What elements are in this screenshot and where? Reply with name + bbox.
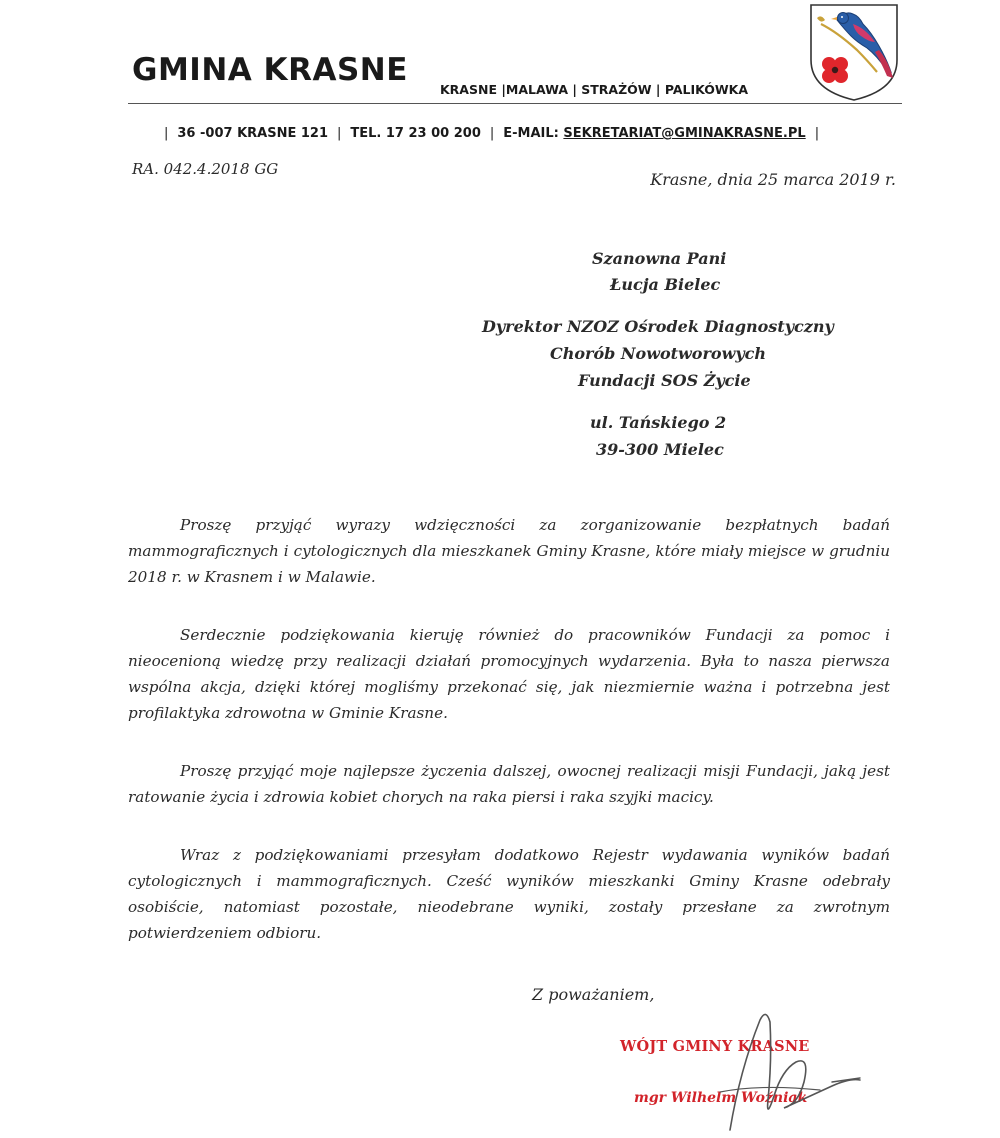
body-paragraph-1: Proszę przyjąć wyrazy wdzięczności za zorganizowanie bezpłatnych badań mammograficznych i cytologicznych dla mieszkanek Gminy Krasne, które miały miejsce w grudniu 2018 r. w Krasnem i w Malawie. [128, 516, 890, 586]
municipality-title: GMINA KRASNE [132, 52, 408, 88]
handwritten-signature-icon [700, 1000, 870, 1138]
email-link[interactable]: SEKRETARIAT@GMINAKRASNE.PL [563, 126, 806, 141]
contact-line [155, 126, 828, 141]
recipient-city: 39-300 Mielec [596, 440, 724, 459]
body-paragraph-3: Proszę przyjąć moje najlepsze życzenia dalszej, owocnej realizacji misji Fundacji, jaką jest ratowanie życia i zdrowia kobiet chorych na raka piersi i raka szyjki macicy. [128, 762, 890, 806]
recipient-position-line2: Chorób Nowotworowych [550, 344, 767, 363]
official-stamp-title: WÓJT GMINY KRASNE [620, 1038, 810, 1055]
separator: | [164, 126, 169, 141]
recipient-street: ul. Tańskiego 2 [590, 413, 727, 432]
official-stamp-name: mgr Wilhelm Woźniak [634, 1090, 808, 1106]
address-text: 36 -007 KRASNE 121 [177, 126, 328, 141]
recipient-position-line1: Dyrektor NZOZ Ośrodek Diagnostyczny [482, 317, 834, 336]
phone-text: TEL. 17 23 00 200 [350, 126, 481, 141]
reference-number: RA. 042.4.2018 GG [132, 160, 279, 178]
recipient-name: Łucja Bielec [610, 275, 721, 294]
recipient-position-line3: Fundacji SOS Życie [578, 371, 751, 390]
separator: | [814, 126, 820, 141]
body-paragraph-2: Serdecznie podziękowania kieruję również do pracowników Fundacji za pomoc i nieocenioną wiedzę przy realizacji działań promocyjnych wydarzenia. Była to nasza pierwsza wspólna akcja, dzięki której mogliśmy przekonać się, jak niezmiernie ważna i potrzebna jest profilaktyka zdrowotna w Gminie Krasne. [128, 626, 890, 722]
closing-phrase: Z poważaniem, [532, 985, 655, 1004]
separator: | [337, 126, 342, 141]
body-paragraph-4: Wraz z podziękowaniami przesyłam dodatkowo Rejestr wydawania wyników badań cytologicznych i mammograficznych. Cześć wyników mieszkanki Gminy Krasne odebrały osobiście, natomiast pozostałe, nieodebrane wyniki, zostały przesłane za zwrotnym potwierdzeniem odbioru. [128, 846, 890, 942]
email-label: E-MAIL: [503, 126, 559, 141]
header-divider [128, 103, 902, 104]
letter-date: Krasne, dnia 25 marca 2019 r. [650, 170, 896, 189]
villages-list: KRASNE |MALAWA | STRAŻÓW | PALIKÓWKA [440, 82, 749, 97]
recipient-salutation: Szanowna Pani [592, 249, 727, 268]
separator: | [489, 126, 495, 141]
coat-of-arms-icon [807, 2, 901, 102]
